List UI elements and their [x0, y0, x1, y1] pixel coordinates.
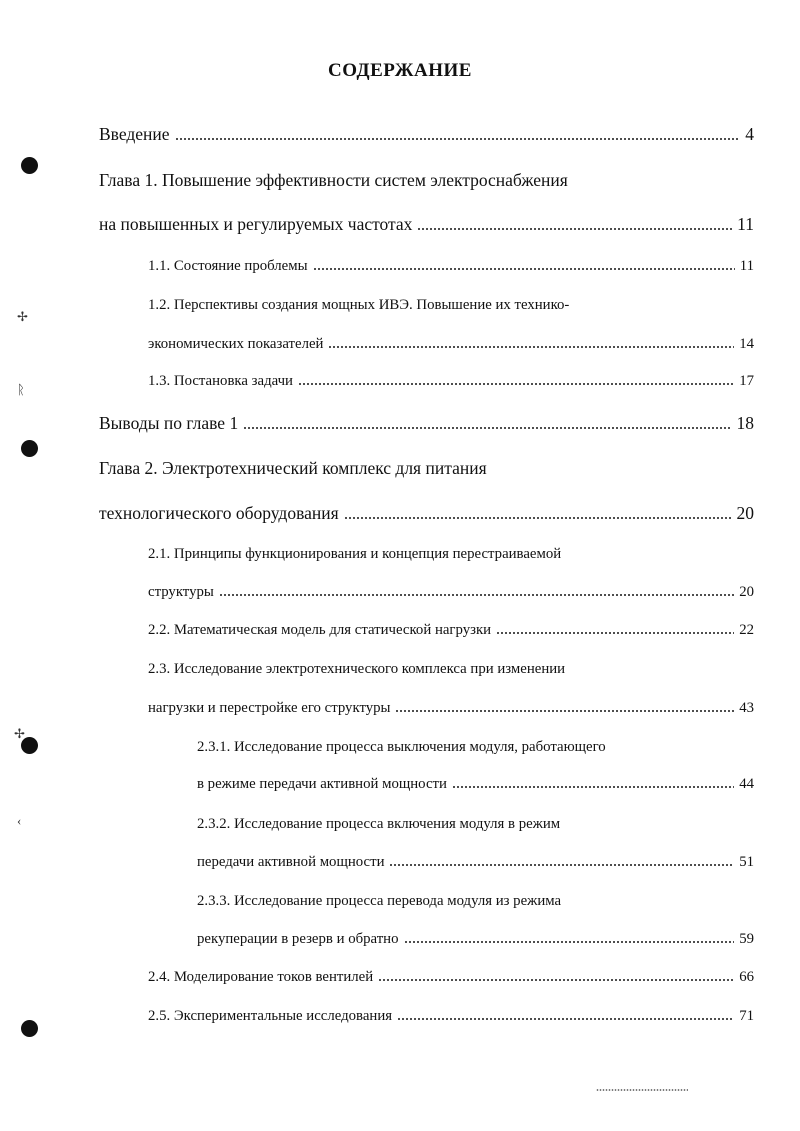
- binder-hole-icon: [21, 1020, 38, 1037]
- toc-entry-text: 1.3. Постановка задачи: [148, 373, 293, 389]
- dot-leader: [389, 864, 734, 866]
- toc-entry-text: структуры: [148, 584, 214, 600]
- toc-page-number: 71: [739, 1008, 754, 1024]
- binder-hole-icon: [21, 440, 38, 457]
- toc-page-number: 17: [739, 373, 754, 389]
- page-title: СОДЕРЖАНИЕ: [328, 60, 472, 81]
- toc-page-number: 66: [739, 969, 754, 985]
- toc-page-number: 14: [739, 336, 754, 352]
- toc-page-number: 59: [739, 931, 754, 947]
- toc-entry-2-3-3-cont: [197, 932, 754, 947]
- dot-leader: [313, 268, 735, 270]
- toc-entry-2-2: [148, 623, 754, 638]
- dot-leader: [452, 786, 734, 788]
- scan-artifact-icon: ✢: [17, 309, 28, 324]
- toc-entry-text: в режиме передачи активной мощности: [197, 776, 447, 792]
- toc-entry-text: передачи активной мощности: [197, 854, 385, 870]
- toc-entry-1-2-cont: [148, 337, 754, 352]
- toc-entry-2-3-2-cont: [197, 855, 754, 870]
- toc-entry-text: технологического оборудования: [99, 503, 339, 523]
- toc-entry-2-3-1-cont: [197, 777, 754, 792]
- toc-entry-chapter-2: Глава 2. Электротехнический комплекс для питания: [99, 458, 487, 478]
- toc-entry-chapter-1-cont: [99, 216, 754, 234]
- dot-leader: [344, 517, 732, 519]
- toc-page-number: 44: [739, 776, 754, 792]
- scan-artifact-icon: ‹: [17, 813, 22, 828]
- toc-entry-introduction: [99, 126, 754, 144]
- toc-entry-text: на повышенных и регулируемых частотах: [99, 214, 413, 234]
- toc-entry-text: Выводы по главе 1: [99, 413, 239, 433]
- dot-leader: [175, 138, 741, 140]
- toc-page-number: 51: [739, 854, 754, 870]
- dot-leader: [417, 228, 732, 230]
- toc-entry-1-1: [148, 259, 754, 274]
- toc-entry-2-5: [148, 1009, 754, 1024]
- toc-entry-chapter-2-cont: [99, 505, 754, 523]
- toc-page-number: 11: [739, 258, 754, 274]
- toc-entry-text: Введение: [99, 124, 170, 144]
- scan-noise-dots: [596, 1089, 688, 1091]
- toc-entry-text: 1.1. Состояние проблемы: [148, 258, 308, 274]
- dot-leader: [243, 427, 731, 429]
- toc-page-number: 18: [736, 413, 754, 433]
- scan-artifact-icon: ᚱ: [17, 382, 25, 397]
- toc-entry-text: экономических показателей: [148, 336, 324, 352]
- toc-entry-2-3-3: 2.3.3. Исследование процесса перевода модуля из режима: [197, 893, 562, 909]
- toc-page-number: 20: [739, 584, 754, 600]
- dot-leader: [298, 383, 734, 385]
- toc-entry-2-3: 2.3. Исследование электротехнического комплекса при изменении: [148, 661, 566, 677]
- toc-entry-text: рекуперации в резерв и обратно: [197, 931, 399, 947]
- toc-page-number: 22: [739, 622, 754, 638]
- toc-entry-2-4: [148, 970, 754, 985]
- toc-entry-2-1: 2.1. Принципы функционирования и концепция перестраиваемой: [148, 546, 562, 562]
- toc-page-number: 4: [745, 124, 754, 144]
- toc-entry-1-3: [148, 374, 754, 389]
- toc-entry-conclusions-1: [99, 415, 754, 433]
- toc-page-number: 11: [737, 214, 754, 234]
- dot-leader: [328, 346, 734, 348]
- dot-leader: [404, 941, 735, 943]
- dot-leader: [219, 594, 734, 596]
- toc-entry-text: нагрузки и перестройке его структуры: [148, 700, 391, 716]
- dot-leader: [395, 710, 734, 712]
- dot-leader: [378, 979, 734, 981]
- toc-entry-text: 2.5. Экспериментальные исследования: [148, 1008, 393, 1024]
- toc-entry-1-2: 1.2. Перспективы создания мощных ИВЭ. Повышение их технико-: [148, 297, 570, 313]
- toc-entry-2-3-cont: [148, 701, 754, 716]
- toc-page-number: 20: [736, 503, 754, 523]
- toc-page-number: 43: [739, 700, 754, 716]
- toc-entry-2-1-cont: [148, 585, 754, 600]
- scan-artifact-icon: ✢: [14, 726, 25, 741]
- toc-entry-chapter-1: Глава 1. Повышение эффективности систем электроснабжения: [99, 170, 568, 190]
- toc-entry-text: 2.2. Математическая модель для статической нагрузки: [148, 622, 492, 638]
- toc-entry-text: 2.4. Моделирование токов вентилей: [148, 969, 374, 985]
- toc-entry-2-3-1: 2.3.1. Исследование процесса выключения модуля, работающего: [197, 739, 606, 755]
- dot-leader: [397, 1018, 734, 1020]
- toc-entry-2-3-2: 2.3.2. Исследование процесса включения модуля в режим: [197, 816, 561, 832]
- binder-hole-icon: [21, 157, 38, 174]
- dot-leader: [496, 632, 734, 634]
